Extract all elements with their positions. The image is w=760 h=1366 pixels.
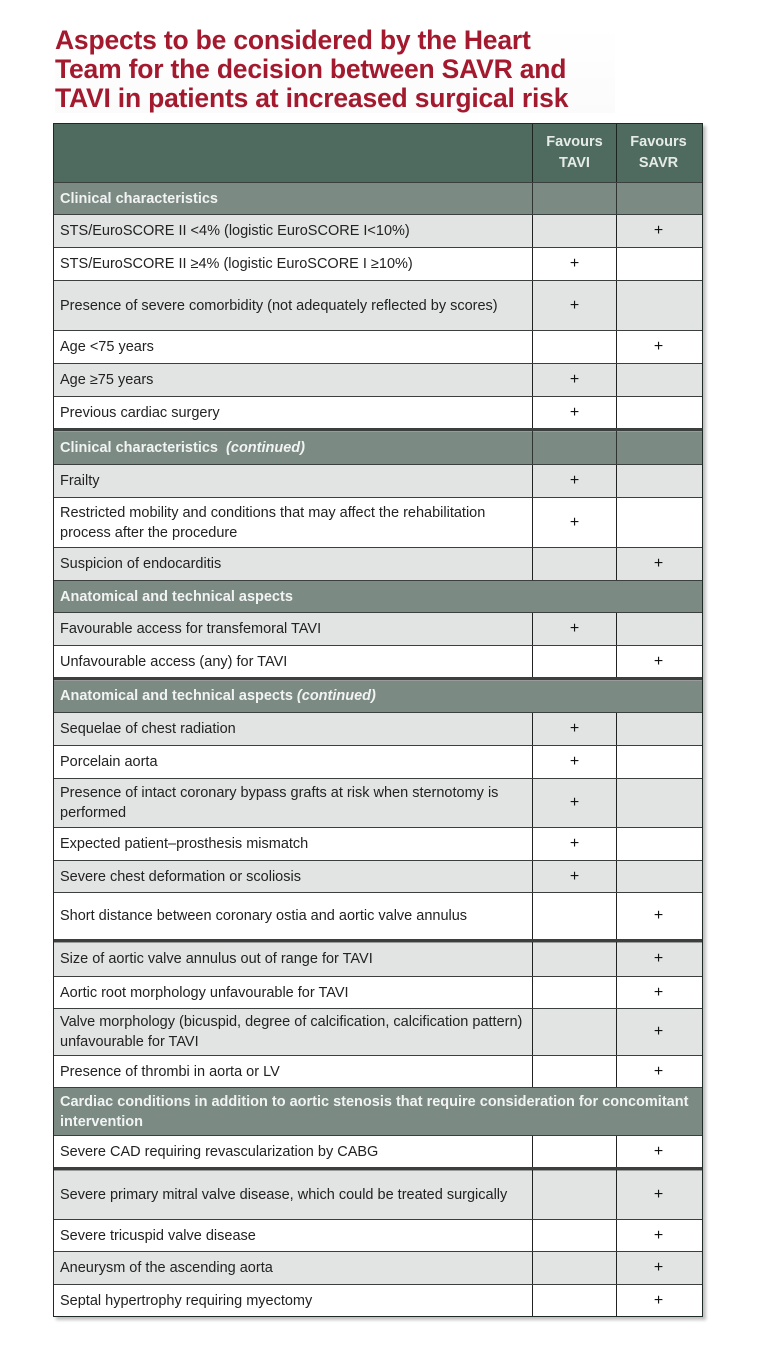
table-row [54, 247, 702, 280]
table-row [54, 827, 702, 860]
tavi-mark [532, 1252, 616, 1284]
savr-mark: + [616, 942, 702, 976]
header-savr-line1: Favours [630, 134, 687, 150]
title-line-2: Team for the decision between SAVR and [55, 54, 567, 84]
tavi-mark [532, 215, 616, 247]
decision-table [53, 123, 703, 1317]
section-title [54, 431, 532, 464]
row-label: Severe tricuspid valve disease [60, 1227, 256, 1244]
row-label: STS/EuroSCORE II <4% (logistic EuroSCORE I<10%) [60, 223, 410, 239]
savr-mark: + [616, 215, 702, 247]
table-row [54, 363, 702, 396]
tavi-mark [532, 1170, 616, 1219]
row-label: Aortic root morphology unfavourable for TAVI [60, 984, 349, 1001]
row-label: Severe CAD requiring revascularization by CABG [60, 1143, 379, 1160]
header-tavi-line2: TAVI [559, 155, 590, 171]
section-title-text: Clinical characteristics [60, 439, 218, 456]
row-label: Aneurysm of the ascending aorta [60, 1260, 273, 1276]
row-label: Favourable access for transfemoral TAVI [60, 621, 322, 637]
tavi-mark: + [532, 828, 616, 860]
row-label: Unfavourable access (any) for TAVI [60, 653, 288, 670]
section-continued-label: (continued) [296, 688, 376, 704]
savr-mark: + [616, 646, 702, 677]
row-label: Suspicion of endocarditis [60, 556, 222, 572]
savr-mark: + [616, 977, 702, 1008]
section-header [54, 428, 702, 464]
savr-mark: + [616, 1056, 702, 1087]
section-tavi-cell [532, 431, 616, 464]
tavi-mark: + [532, 248, 616, 280]
savr-mark [616, 779, 702, 827]
tavi-mark [532, 893, 616, 939]
row-label: Expected patient–prosthesis mismatch [60, 836, 309, 852]
title-line-1: Aspects to be considered by the Heart [55, 25, 531, 55]
table-row [54, 645, 702, 677]
row-label: Size of aortic valve annulus out of range for TAVI [60, 951, 373, 967]
row-label: Age ≥75 years [60, 372, 154, 388]
section-tavi-cell [532, 183, 616, 214]
table-row [54, 280, 702, 330]
section-header [54, 1087, 702, 1135]
row-label: Severe chest deformation or scoliosis [60, 868, 301, 885]
page-title [55, 26, 615, 113]
savr-mark: + [616, 1252, 702, 1284]
row-label: Septal hypertrophy requiring myectomy [60, 1292, 313, 1309]
row-label: Restricted mobility and conditions that may affect the rehabilitation process after the procedure [60, 504, 486, 541]
tavi-mark [532, 1056, 616, 1087]
savr-mark [616, 613, 702, 645]
savr-mark [616, 465, 702, 497]
row-label: Frailty [60, 473, 100, 489]
row-label: Presence of thrombi in aorta or LV [60, 1063, 280, 1080]
tavi-mark [532, 977, 616, 1008]
tavi-mark: + [532, 281, 616, 330]
savr-mark: + [616, 331, 702, 363]
tavi-mark: + [532, 465, 616, 497]
tavi-mark [532, 1285, 616, 1316]
tavi-mark: + [532, 498, 616, 547]
table-row [54, 1251, 702, 1284]
table-row [54, 778, 702, 827]
row-label: Presence of severe comorbidity (not adequately reflected by scores) [60, 297, 498, 314]
section-title-text: Anatomical and technical aspects [60, 688, 293, 704]
savr-mark: + [616, 1285, 702, 1316]
savr-mark [616, 746, 702, 778]
row-label: Severe primary mitral valve disease, which could be treated surgically [60, 1186, 508, 1203]
row-label: STS/EuroSCORE II ≥4% (logistic EuroSCORE I ≥10%) [60, 256, 413, 272]
tavi-mark [532, 548, 616, 580]
tavi-mark: + [532, 364, 616, 396]
table-row [54, 464, 702, 497]
tavi-mark: + [532, 613, 616, 645]
table-row [54, 939, 702, 976]
table-row [54, 396, 702, 428]
tavi-mark: + [532, 397, 616, 428]
savr-mark [616, 248, 702, 280]
header-tavi-line1: Favours [546, 134, 603, 150]
table-row [54, 1284, 702, 1316]
table-row [54, 1219, 702, 1251]
tavi-mark [532, 1136, 616, 1167]
header-favours-tavi [532, 124, 616, 182]
section-header [54, 677, 702, 712]
savr-mark [616, 498, 702, 547]
section-header [54, 580, 702, 612]
table-row [54, 860, 702, 892]
table-row [54, 1008, 702, 1055]
header-favours-savr [616, 124, 702, 182]
tavi-mark [532, 1009, 616, 1055]
section-savr-cell [616, 183, 702, 214]
table-row [54, 745, 702, 778]
savr-mark: + [616, 1009, 702, 1055]
header-label-cell [54, 124, 532, 182]
row-label: Previous cardiac surgery [60, 404, 220, 421]
table-row [54, 1135, 702, 1167]
savr-mark: + [616, 1220, 702, 1251]
savr-mark: + [616, 1170, 702, 1219]
table-row [54, 712, 702, 745]
row-label: Porcelain aorta [60, 754, 158, 770]
table-row [54, 892, 702, 939]
tavi-mark [532, 331, 616, 363]
table-header [54, 123, 702, 182]
table-row [54, 1055, 702, 1087]
savr-mark [616, 364, 702, 396]
savr-mark [616, 281, 702, 330]
savr-mark [616, 828, 702, 860]
savr-mark: + [616, 548, 702, 580]
section-title [54, 680, 702, 712]
row-label: Presence of intact coronary bypass grafts at risk when sternotomy is performed [60, 785, 499, 821]
header-savr-line2: SAVR [638, 155, 679, 171]
savr-mark: + [616, 893, 702, 939]
tavi-mark: + [532, 713, 616, 745]
table-row [54, 976, 702, 1008]
savr-mark [616, 397, 702, 428]
table-row [54, 547, 702, 580]
table-row [54, 612, 702, 645]
table-row [54, 330, 702, 363]
row-label: Sequelae of chest radiation [60, 721, 236, 737]
savr-mark [616, 861, 702, 892]
title-line-3: TAVI in patients at increased surgical risk [55, 83, 569, 113]
table-row [54, 497, 702, 547]
tavi-mark [532, 942, 616, 976]
row-label: Valve morphology (bicuspid, degree of calcification, calcification pattern) unfavourable for TAVI [60, 1014, 523, 1050]
section-title: Anatomical and technical aspects [60, 588, 293, 605]
section-header [54, 182, 702, 214]
section-continued-label: (continued) [226, 439, 305, 456]
table-row [54, 1167, 702, 1219]
tavi-mark [532, 646, 616, 677]
row-label: Age <75 years [60, 339, 154, 355]
tavi-mark [532, 1220, 616, 1251]
savr-mark [616, 713, 702, 745]
section-savr-cell [616, 431, 702, 464]
savr-mark: + [616, 1136, 702, 1167]
tavi-mark: + [532, 779, 616, 827]
table-row [54, 214, 702, 247]
tavi-mark: + [532, 746, 616, 778]
section-title: Clinical characteristics [60, 190, 218, 207]
section-title: Cardiac conditions in addition to aortic stenosis that require consideration for concomitant intervention [60, 1093, 689, 1130]
row-label: Short distance between coronary ostia and aortic valve annulus [60, 908, 468, 924]
tavi-mark: + [532, 861, 616, 892]
